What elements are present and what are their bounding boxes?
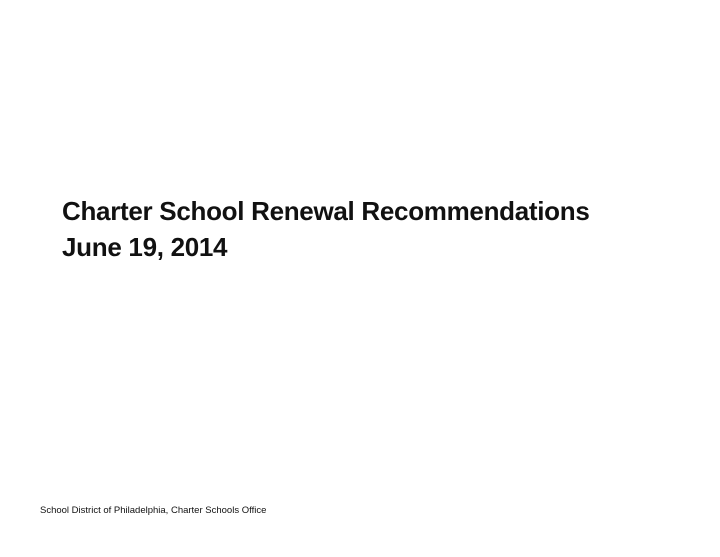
title-block (62, 193, 702, 265)
slide-footer: School District of Philadelphia, Charter Schools Office (40, 505, 267, 516)
slide-date: June 19, 2014 (62, 232, 228, 262)
slide-title: Charter School Renewal Recommendations (62, 196, 590, 226)
